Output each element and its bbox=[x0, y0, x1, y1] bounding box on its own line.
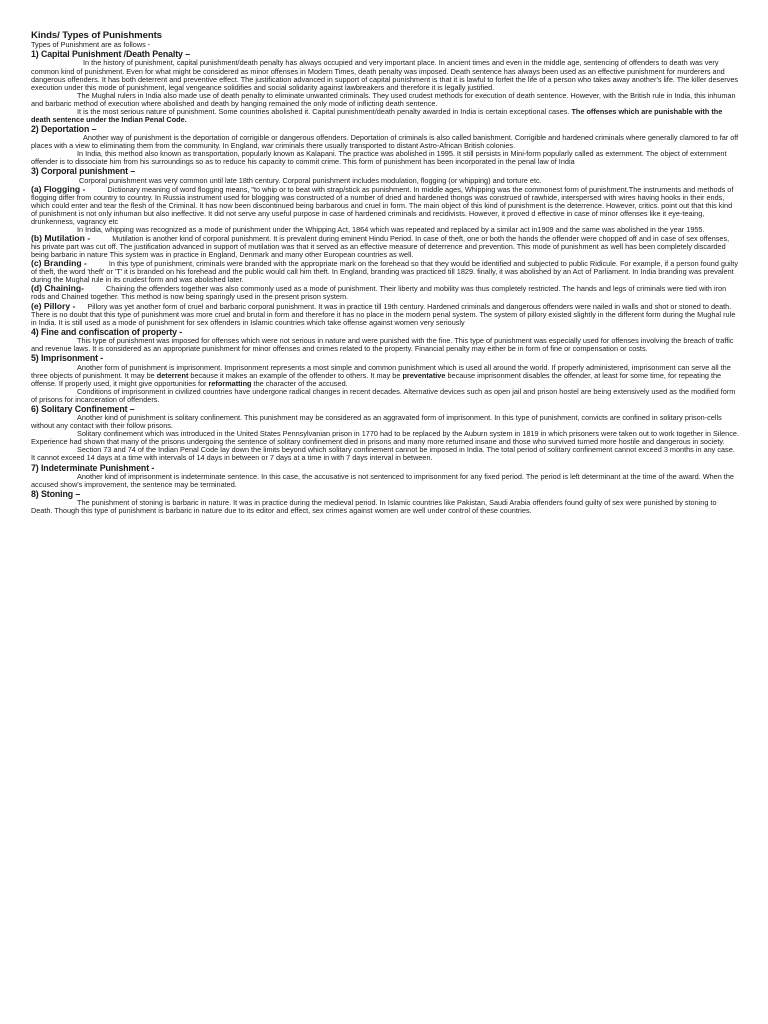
paragraph-chaining bbox=[31, 284, 739, 301]
paragraph-text: It is the most serious nature of punishment. Some countries abolished it. Capital punishment/death penalty awarded in India is certain exceptional cases. bbox=[77, 106, 570, 116]
paragraph-text: Another form of punishment is imprisonment. Imprisonment represents a most simple and common punishment which is used all around the world. If properly administered, imprisonment can serve all the three objects of punishment. It may be bbox=[31, 362, 731, 380]
document-page bbox=[31, 30, 739, 516]
paragraph: Another kind of imprisonment is indeterminate sentence. In this case, the accusative is not sentenced to imprisonment for any fixed period. The period is left determinant at the time of the award. When the accused show's improvement, the sentence may be terminated. bbox=[31, 471, 734, 489]
subheading-pillory: (e) Pillory - bbox=[31, 300, 76, 311]
paragraph-text: because it makes an example of the offender to others. It may be bbox=[190, 370, 401, 380]
paragraph: Another way of punishment is the deportation of corrigible or dangerous offenders. Deportation of criminals is also called banishment. Corrigible and hardened criminals where generally clamored to far off places with a view to eliminating them from the community. In England, war criminals there usually transported to distant Astro-African British colonies. bbox=[31, 133, 739, 151]
paragraph-mutilation bbox=[31, 234, 739, 259]
paragraph-text: In this type of punishment, criminals were branded with the appropriate mark on the forehead so that they would be identified and subjected to public Ridicule. For example, if a person found guilty of theft, the word 'theft' or 'T' it is branded on his forehead and the public would call him theft. In England, branding was practiced till 1829. finally, it was abolished by an Act of Parliament. In India branding was prevalent during the Mughal rule in its crudest form and was abolished later. bbox=[31, 259, 738, 285]
paragraph-pillory bbox=[31, 302, 739, 327]
document-title: Kinds/ Types of Punishments bbox=[31, 30, 162, 41]
subheading-branding: (c) Branding - bbox=[31, 258, 87, 269]
bold-text: preventative bbox=[402, 370, 446, 380]
section-heading-stoning: 8) Stoning – bbox=[31, 489, 81, 499]
paragraph: This type of punishment was imposed for offenses which were not serious in nature and were punished with the fine. This type of punishment was especially used for offenses involving the breach of traffic and revenue laws. It is considered as an appropriate punishment for minor offenses and crimes related to the property. Financial penalty may either be in form of fine or compensation or costs. bbox=[31, 336, 734, 354]
section-heading-deportation: 2) Deportation – bbox=[31, 123, 97, 134]
bold-text: The offenses which are punishable with the death sentence under the Indian Penal Code. bbox=[31, 106, 723, 124]
paragraph: Conditions of imprisonment in civilized countries have undergone radical changes in recent decades. Alternative devices such as open jail and prison hostel are being extensively used as the modified form of prisons for incarceration of offenders. bbox=[31, 386, 736, 404]
paragraph-text: Dictionary meaning of word flogging means, "to whip or to beat with strap/stick as punishment. In middle ages, Whipping was the commonest form of punishment.The instruments and methods of flogging differ from country to country. In Russia instrument used for blogging was constructed of a number of dried and hardened thongs was construed of rawhide, interspersed with wires having hooks in their ends, which could enter and tear the flesh of the Criminal. It has now been discontinued being barbarous and cruel in form. The main object of this kind of punishment is the deterrence. However, critics. point out that this kind of punishment is not only inhuman but also ineffective. It did not serve any useful purpose in case of hardened criminals and recidivists. However, it proved d effective in case of minor offenses like it eye-teaing, drunkenness, vagrancy etc bbox=[31, 184, 734, 227]
intro-text: Types of Punishment are as follows - bbox=[31, 40, 151, 49]
paragraph-branding bbox=[31, 259, 739, 284]
bold-text: deterrent bbox=[156, 370, 189, 380]
section-heading-corporal-punishment: 3) Corporal punishment – bbox=[31, 166, 136, 177]
paragraph: Section 73 and 74 of the Indian Penal Code lay down the limits beyond which solitary confinement cannot be imposed in India. The total period of solitary confinement cannot exceed 3 months in any case. It cannot exceed 14 days at a time with intervals of 14 days in between or 7 days at a time in with 7 days interval in between. bbox=[31, 445, 735, 463]
paragraph: In India, whipping was recognized as a mode of punishment under the Whipping Act, 1864 which was repeated and replaced by a similar act in1909 and the same was abolished in the year 1955. bbox=[77, 225, 705, 235]
paragraph: Corporal punishment was very common until late 18th century. Corporal punishment includes modulation, flogging (or whipping) and torture etc. bbox=[79, 175, 542, 185]
section-heading-fine: 4) Fine and confiscation of property - bbox=[31, 326, 183, 337]
paragraph-text: because imprisonment disables the offender, at least for some time, for repeating the offense. If properly used, it might give opportunities for bbox=[31, 370, 722, 388]
subheading-mutilation: (b) Mutilation - bbox=[31, 233, 91, 244]
paragraph-text: Pillory was yet another form of cruel and barbaric corporal punishment. It was in practice till 19th century. Hardened criminals and dangerous offenders were nailed in walls and shot or stoned to death. There is no doubt that this type of punishment was more cruel and brutal in form and therefore it has no place in the modern penal system. The system of pillory existed slightly in the different form during the Mughal rule in India. It is still used as a mode of punishment for sex offenders in Islamic countries which take offense against women very seriously bbox=[31, 301, 736, 327]
paragraph bbox=[31, 364, 739, 388]
paragraph-text: Mutilation is another kind of corporal punishment. It is prevalent during eminent Hindu Period. In case of theft, one or both the hands the offender were chopped off and in case of sex offenses, his private part was cut off. The justification advanced in support of mutilation was that it served as an effective measure of deterrence and prevention. This mode of punishment as well has been completely discarded being barbaric in nature This system was in practice in England, Denmark and many other European countries as well. bbox=[31, 234, 730, 260]
paragraph: Solitary confinement which was introduced in the United States Pennsylvanian prison in 1770 had to be replaced by the Auburn system in 1819 in which prisoners were taken out to work together in Silence. Experience had shown that many of the prisons undergoing the sentence of solitary confinement died in prisons and many more returned insane and those who survived turned more hostile and dangerous in society. bbox=[31, 429, 739, 447]
paragraph: Another kind of punishment is solitary confinement. This punishment may be considered as an aggravated form of imprisonment. In this type of punishment, convicts are confined in solitary prison-cells without any contact with their follow prisons. bbox=[31, 413, 722, 431]
section-heading-capital-punishment: 1) Capital Punishment /Death Penalty – bbox=[31, 49, 190, 60]
subheading-flogging: (a) Flogging - bbox=[31, 183, 86, 194]
paragraph-text: the character of the accused. bbox=[253, 378, 348, 388]
paragraph: In the history of punishment, capital punishment/death penalty has always occupied and very important place. In ancient times and even in the middle age, sentencing of offenders to death was very common kind of punishment. Even for what might be considered as minor offenses in Modern Times, death penalty was imposed. Death sentence has always been used as an effective punishment for murderers and dangerous offenders. It has both deterrent and preventive effect. The justification advanced in support of capital punishment is that it is lawful to forfeit the life of a person who takes away another's life. The killer deserves execution under this mode of punishment, legal vengeance solidifies and social solidarity against lawbreakers and therefore it is legally justified. bbox=[31, 58, 739, 92]
paragraph: The punishment of stoning is barbaric in nature. It was in practice during the medieval period. In Islamic countries like Pakistan, Saudi Arabia offenders found guilty of sex were punished by stoning to Death. Though this type of punishment is barbaric in nature due to its editor and effect, sex crimes against women are well under control of these countries. bbox=[31, 498, 717, 516]
paragraph: In India, this method also known as transportation, popularly known as Kalapani. The practice was abolished in 1995. It still persists in Mini-form popularly called as externment. The object of externment offender is to dissociate him from his surroundings so as to reduce his capacity to commit crime. This form of punishment has been incorporated in the penal law of India bbox=[31, 149, 727, 167]
paragraph bbox=[31, 108, 739, 124]
paragraph-flogging bbox=[31, 185, 739, 226]
paragraph-text: Chaining the offenders together was also commonly used as a mode of punishment. Their liberty and mobility was thus completely restricted. The hands and legs of criminals were tied with iron rods and Chained together. This method is now being sparingly used in the present prison system. bbox=[31, 284, 727, 302]
paragraph: The Mughal rulers in India also made use of death penalty to eliminate unwanted criminals. They used crudest methods for execution of death sentence. However, with the British rule in India, this inhuman and barbaric method of execution where abolished and death by hanging remained the only mode of inflicting death sentence. bbox=[31, 90, 736, 108]
section-heading-indeterminate: 7) Indeterminate Punishment - bbox=[31, 462, 155, 473]
bold-text: reformatting bbox=[208, 378, 252, 388]
section-heading-solitary-confinement: 6) Solitary Confinement – bbox=[31, 403, 135, 414]
subheading-chaining: (d) Chaining- bbox=[31, 283, 84, 294]
section-heading-imprisonment: 5) Imprisonment - bbox=[31, 353, 104, 364]
